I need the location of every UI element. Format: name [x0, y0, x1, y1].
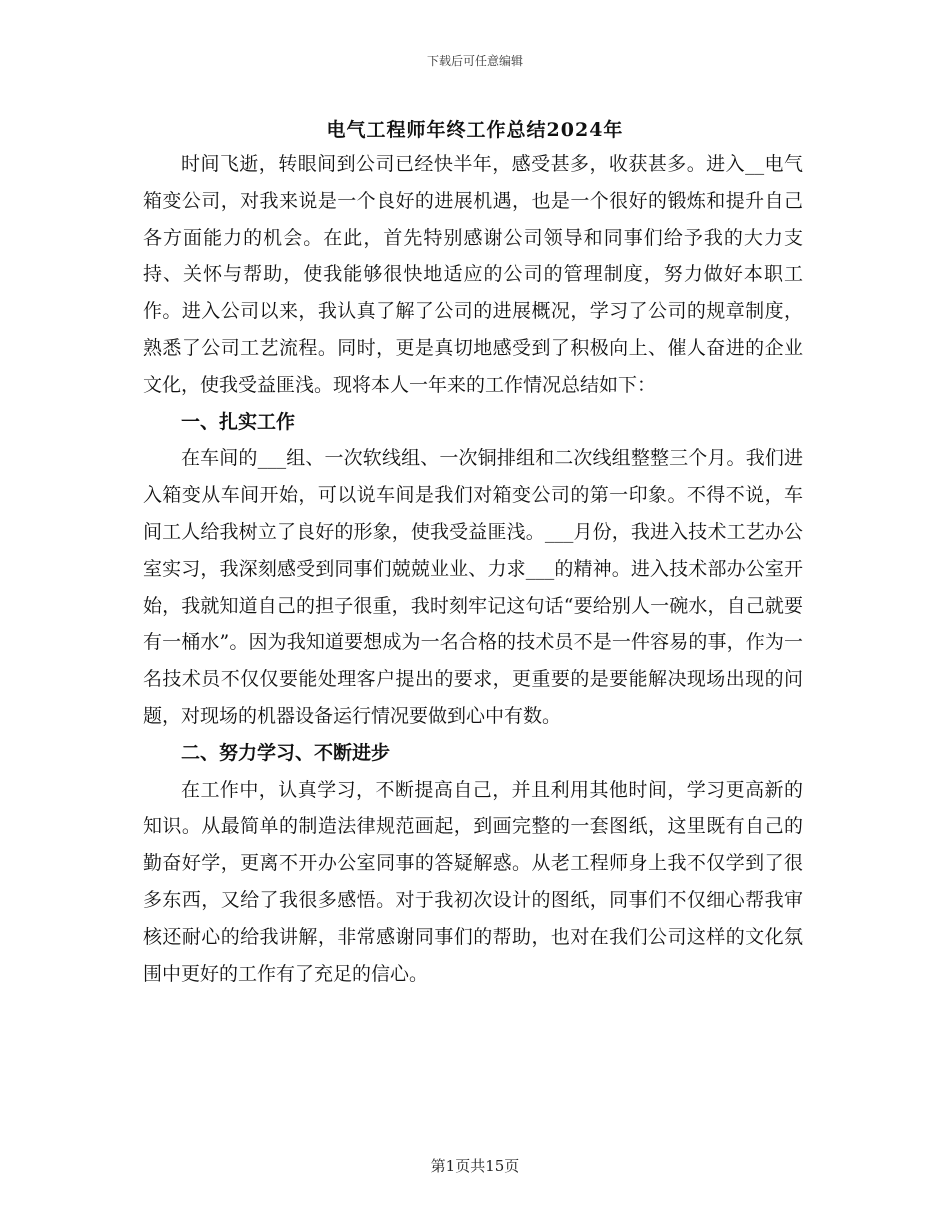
document-body — [143, 146, 803, 992]
page-header-note: 下载后可任意编辑 — [426, 54, 523, 68]
page-number: 第1页共15页 — [430, 1157, 520, 1175]
paragraph-intro: 时间飞逝，转眼间到公司已经快半年，感受甚多，收获甚多。进入__电气箱变公司，对我来说是一个良好的进展机遇，也是一个很好的锻炼和提升自己各方面能力的机会。在此，首先特别感谢公司领导和同事们给予我的大力支持、关怀与帮助，使我能够很快地适应的公司的管理制度，努力做好本职工作。进入公司以来，我认真了解了公司的进展概况，学习了公司的规章制度，熟悉了公司工艺流程。同时，更是真切地感受到了积极向上、催人奋进的企业文化，使我受益匪浅。现将本人一年来的工作情况总结如下： — [143, 153, 803, 396]
document-title: 电气工程师年终工作总结2024年 — [326, 119, 624, 141]
section-heading-2: 二、努力学习、不断进步 — [181, 741, 391, 764]
section-heading-1: 一、扎实工作 — [181, 410, 296, 433]
paragraph-section-2: 在工作中，认真学习，不断提高自己，并且利用其他时间，学习更高新的知识。从最简单的制造法律规范画起，到画完整的一套图纸，这里既有自己的勤奋好学，更离不开办公室同事的答疑解惑。从老工程师身上我不仅学到了很多东西，又给了我很多感悟。对于我初次设计的图纸，同事们不仅细心帮我审核还耐心的给我讲解，非常感谢同事们的帮助，也对在我们公司这样的文化氛围中更好的工作有了充足的信心。 — [143, 778, 803, 985]
paragraph-section-1: 在车间的___组、一次软线组、一次铜排组和二次线组整整三个月。我们进入箱变从车间开始，可以说车间是我们对箱变公司的第一印象。不得不说，车间工人给我树立了良好的形象，使我受益匪浅。___月份，我进入技术工艺办公室实习，我深刻感受到同事们兢兢业业、力求___的精神。进入技术部办公室开始，我就知道自己的担子很重，我时刻牢记这句话“要给别人一碗水，自己就要有一桶水”。因为我知道要想成为一名合格的技术员不是一件容易的事，作为一名技术员不仅仅要能处理客户提出的要求，更重要的是要能解决现场出现的问题，对现场的机器设备运行情况要做到心中有数。 — [143, 447, 803, 727]
